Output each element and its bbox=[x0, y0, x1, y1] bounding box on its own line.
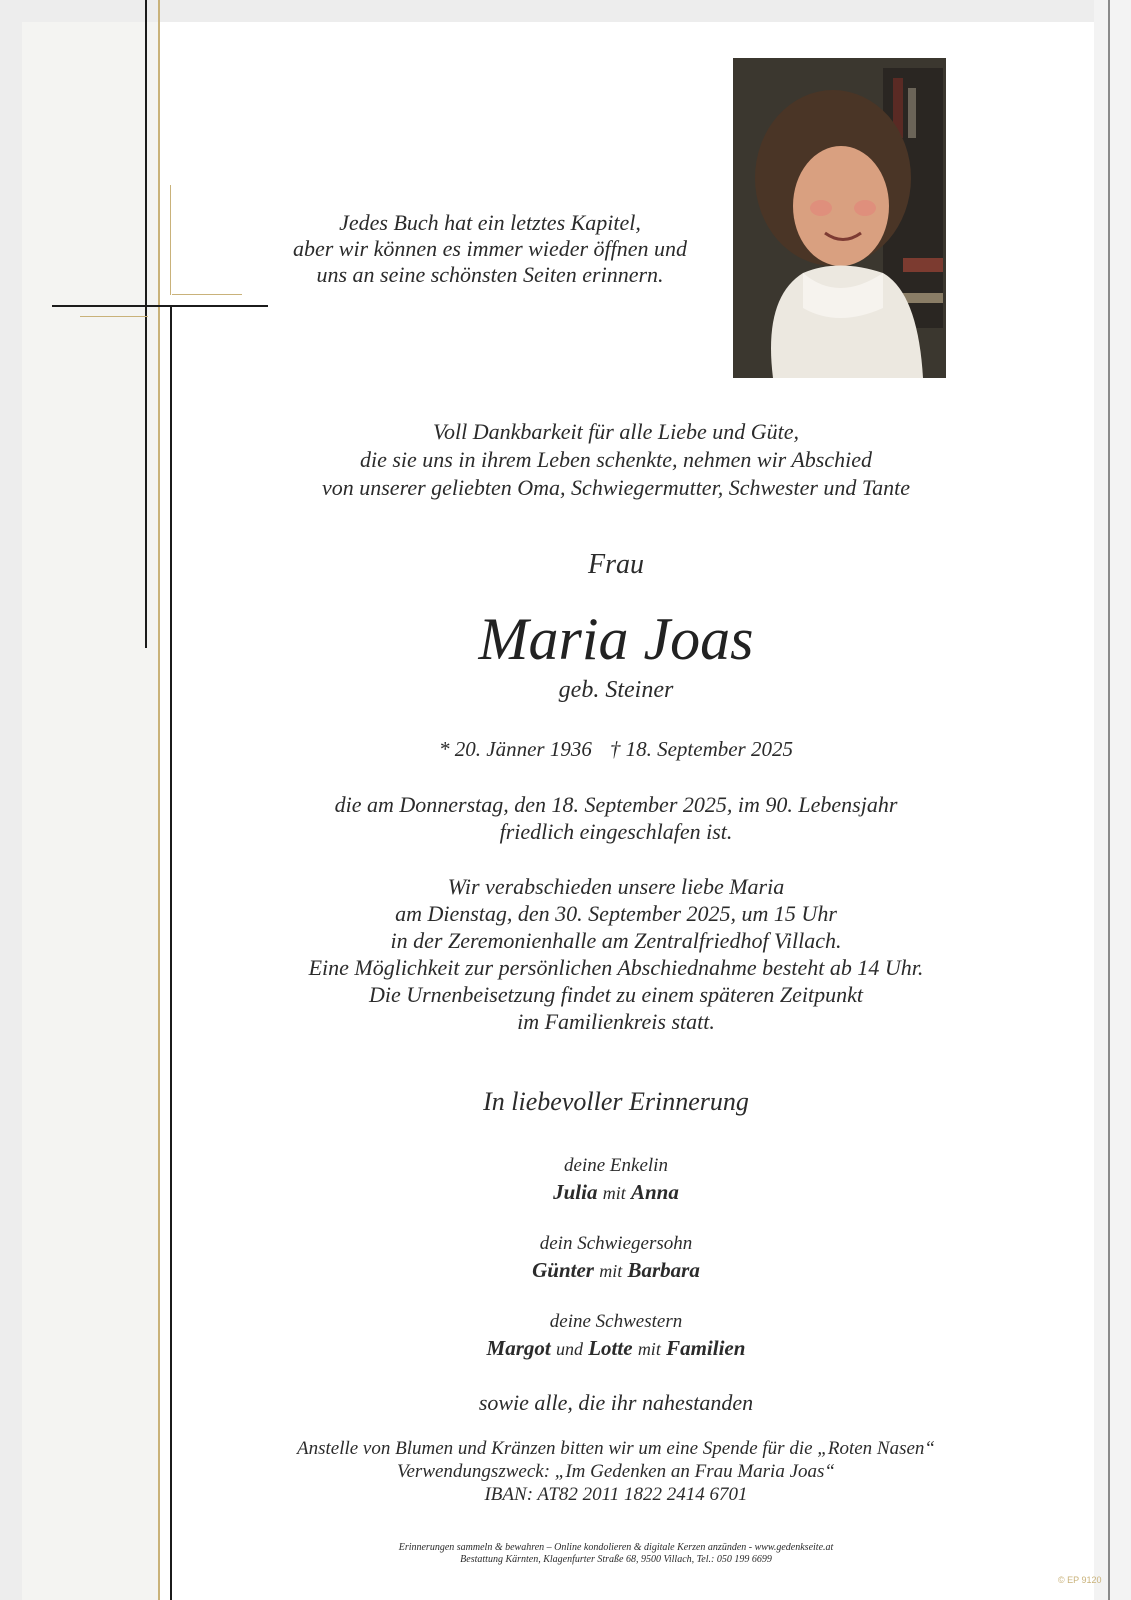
donation-line: Verwendungszweck: „Im Gedenken an Frau Maria Joas“ bbox=[397, 1461, 835, 1482]
death-date: † 18. September 2025 bbox=[609, 737, 793, 761]
mourner-names bbox=[160, 1256, 1072, 1285]
cross-vertical-dark-left bbox=[145, 0, 147, 648]
footer bbox=[160, 1542, 1072, 1566]
footer-line: Bestattung Kärnten, Klagenfurter Straße 68, 9500 Villach, Tel.: 050 199 6699 bbox=[460, 1554, 772, 1565]
mourner-relation: dein Schwiegersohn bbox=[539, 1233, 693, 1254]
quote-line: uns an seine schönsten Seiten erinnern. bbox=[316, 262, 664, 287]
cross-horizontal-dark bbox=[52, 305, 268, 307]
mourner-conjunction: und bbox=[555, 1339, 583, 1359]
portrait-photo bbox=[733, 58, 946, 378]
birth-date: * 20. Jänner 1936 bbox=[439, 737, 592, 761]
maiden-name: geb. Steiner bbox=[558, 677, 674, 703]
donation-request bbox=[160, 1437, 1072, 1506]
mourner-name: Günter bbox=[532, 1258, 594, 1282]
farewell-line: in der Zeremonienhalle am Zentralfriedhof Villach. bbox=[390, 928, 842, 953]
memory-heading: In liebevoller Erinnerung bbox=[483, 1087, 749, 1116]
page-edge bbox=[1094, 0, 1131, 1600]
quote-line: aber wir können es immer wieder öffnen und bbox=[292, 236, 688, 261]
mourner-names bbox=[160, 1334, 1072, 1363]
deceased-name: Maria Joas bbox=[478, 606, 754, 672]
farewell-line: Eine Möglichkeit zur persönlichen Abschiednahme besteht ab 14 Uhr. bbox=[308, 955, 924, 980]
mourner-names bbox=[160, 1178, 1072, 1207]
quote bbox=[240, 210, 740, 288]
left-margin bbox=[22, 22, 160, 1600]
passing-text bbox=[160, 791, 1072, 845]
portrait-illustration bbox=[733, 58, 946, 378]
salutation: Frau bbox=[588, 549, 644, 580]
quote-line: Jedes Buch hat ein letztes Kapitel, bbox=[339, 210, 641, 235]
print-code: © EP 9120 bbox=[1058, 1575, 1102, 1585]
thanks-text bbox=[160, 418, 1072, 502]
cross-upper-gold-arm bbox=[170, 185, 171, 295]
mourner-name: Anna bbox=[631, 1180, 679, 1204]
mourner-name: Familien bbox=[666, 1336, 746, 1360]
mourner-name: Julia bbox=[553, 1180, 598, 1204]
mourner-name: Barbara bbox=[627, 1258, 700, 1282]
mourner-conjunction: mit bbox=[637, 1339, 661, 1359]
donation-line: Anstelle von Blumen und Kränzen bitten wir um eine Spende für die „Roten Nasen“ bbox=[296, 1438, 935, 1459]
mourner-relation: deine Schwestern bbox=[549, 1311, 683, 1332]
mourner-conjunction: mit bbox=[602, 1183, 626, 1203]
mourner-relation: deine Enkelin bbox=[564, 1155, 668, 1176]
passing-line: friedlich eingeschlafen ist. bbox=[499, 819, 733, 844]
footer-line: Erinnerungen sammeln & bewahren – Online kondolieren & digitale Kerzen anzünden - www.gedenkseite.at bbox=[398, 1542, 834, 1553]
farewell-line: im Familienkreis statt. bbox=[517, 1009, 715, 1034]
mourner-conjunction: mit bbox=[599, 1261, 623, 1281]
page-edge-line bbox=[1108, 0, 1110, 1600]
others-text: sowie alle, die ihr nahestanden bbox=[478, 1390, 754, 1415]
iban: IBAN: AT82 2011 1822 2414 6701 bbox=[484, 1484, 748, 1505]
farewell-line: Die Urnenbeisetzung findet zu einem späteren Zeitpunkt bbox=[368, 982, 864, 1007]
farewell-line: am Dienstag, den 30. September 2025, um 15 Uhr bbox=[395, 901, 837, 926]
thanks-line: von unserer geliebten Oma, Schwiegermutter, Schwester und Tante bbox=[321, 475, 910, 500]
mourner-name: Margot bbox=[486, 1336, 551, 1360]
thanks-line: Voll Dankbarkeit für alle Liebe und Güte, bbox=[433, 419, 799, 444]
thanks-line: die sie uns in ihrem Leben schenkte, nehmen wir Abschied bbox=[359, 447, 872, 472]
farewell-text bbox=[160, 873, 1072, 1035]
mourner-name: Lotte bbox=[588, 1336, 633, 1360]
cross-horizontal-gold-top bbox=[172, 294, 242, 295]
cross-horizontal-gold-bottom bbox=[80, 316, 148, 317]
life-dates bbox=[160, 735, 1072, 763]
passing-line: die am Donnerstag, den 18. September 2025, im 90. Lebensjahr bbox=[334, 792, 898, 817]
farewell-line: Wir verabschieden unsere liebe Maria bbox=[447, 874, 785, 899]
